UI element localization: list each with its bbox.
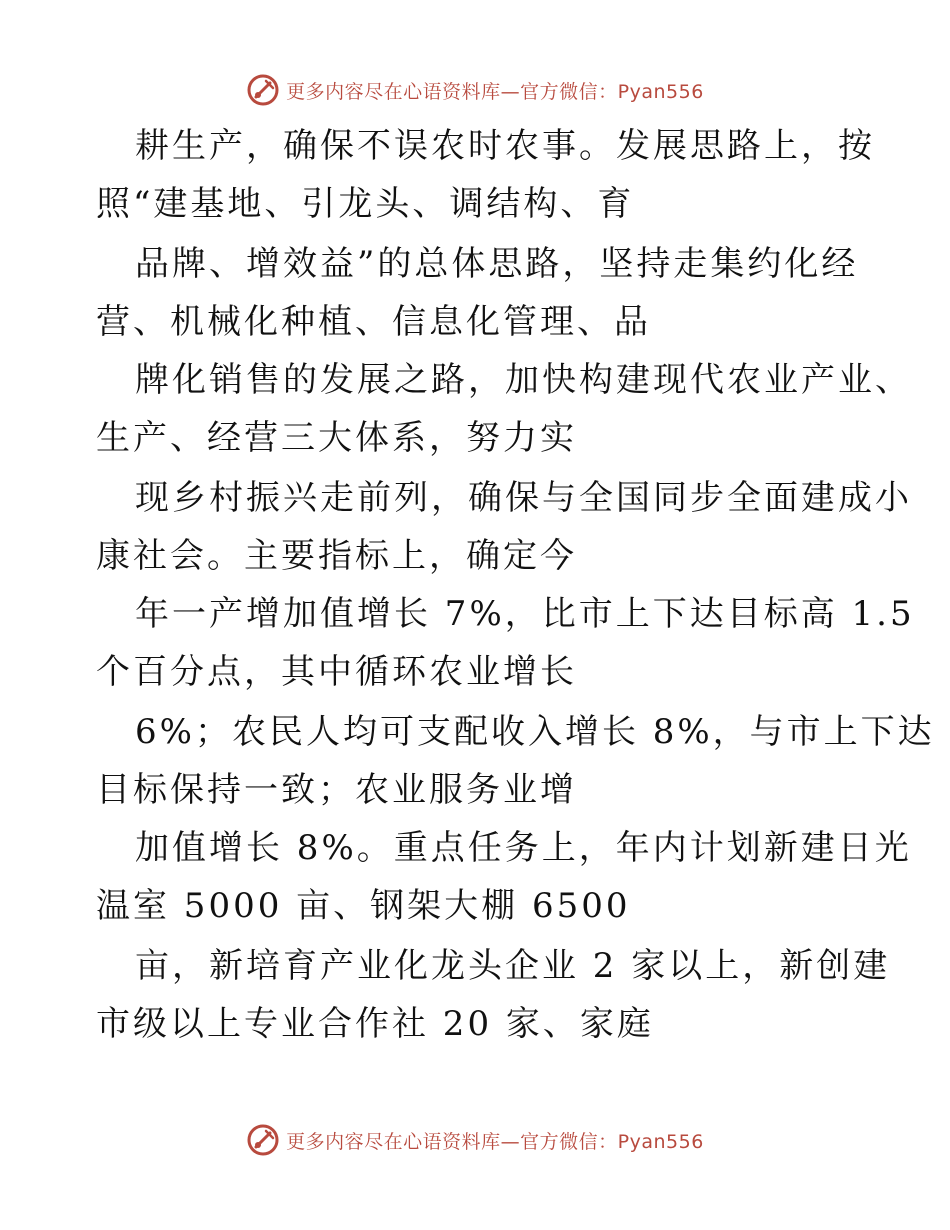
banner-text: 更多内容尽在心语资料库—官方微信：Pyan556	[286, 1130, 704, 1153]
text-line-1: 耕生产，确保不误农时农事。发展思路上，按	[135, 126, 875, 166]
text-line-3: 品牌、增效益”的总体思路，坚持走集约化经	[135, 244, 859, 284]
text-line-11: 6%；农民人均可支配收入增长 8%，与市上下达	[135, 712, 935, 752]
text-line-8: 康社会。主要指标上，确定今	[96, 536, 577, 576]
text-line-15: 亩，新培育产业化龙头企业 2 家以上，新创建	[135, 946, 891, 986]
text-line-5: 牌化销售的发展之路，加快构建现代农业产业、	[135, 360, 912, 400]
text-line-7: 现乡村振兴走前列，确保与全国同步全面建成小	[135, 478, 912, 518]
text-line-14: 温室 5000 亩、钢架大棚 6500	[96, 886, 631, 926]
red-seal-logo-icon	[246, 1123, 280, 1157]
text-line-16: 市级以上专业合作社 20 家、家庭	[96, 1004, 654, 1044]
red-seal-logo-icon	[246, 73, 280, 107]
text-line-10: 个百分点，其中循环农业增长	[96, 652, 577, 692]
text-line-6: 生产、经营三大体系，努力实	[96, 418, 577, 458]
banner-text: 更多内容尽在心语资料库—官方微信：Pyan556	[286, 80, 704, 103]
text-line-2: 照“建基地、引龙头、调结构、育	[96, 184, 635, 224]
footer-banner	[0, 1120, 950, 1160]
text-line-9: 年一产增加值增长 7%，比市上下达目标高 1.5	[135, 594, 915, 634]
text-line-4: 营、机械化种植、信息化管理、品	[96, 302, 651, 342]
header-banner	[0, 70, 950, 110]
text-line-13: 加值增长 8%。重点任务上，年内计划新建日光	[135, 828, 912, 868]
text-line-12: 目标保持一致；农业服务业增	[96, 770, 577, 810]
document-body	[0, 121, 950, 1051]
